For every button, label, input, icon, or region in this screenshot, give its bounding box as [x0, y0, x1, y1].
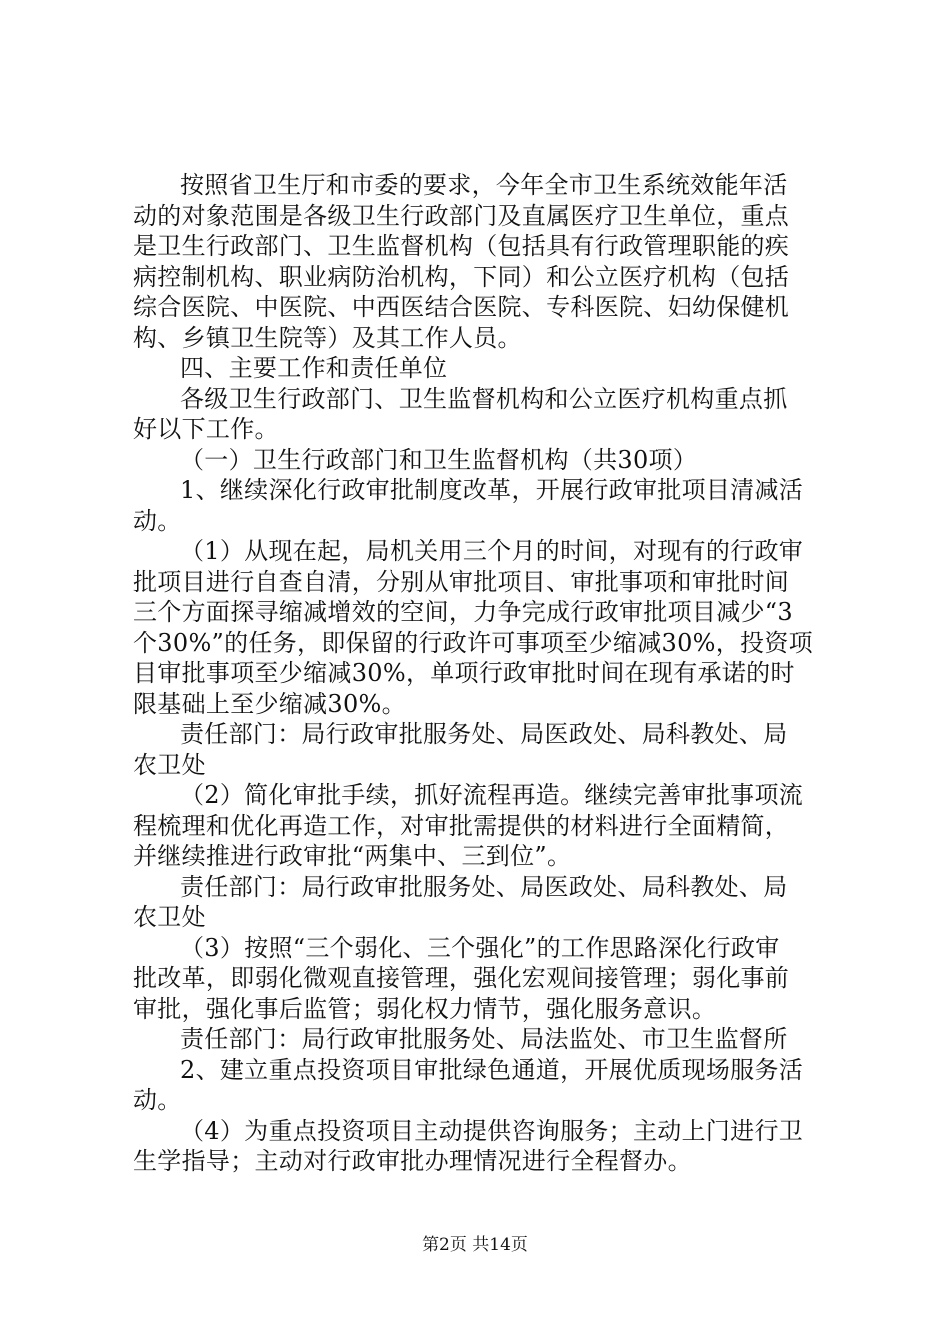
- text-line: 个30%”的任务，即保留的行政许可事项至少缩减30%，投资项: [133, 628, 813, 657]
- text-line: 各级卫生行政部门、卫生监督机构和公立医疗机构重点抓: [180, 384, 788, 413]
- text-line: 农卫处: [133, 903, 206, 931]
- responsible-dept-line: 责任部门：局行政审批服务处、局法监处、市卫生监督所: [180, 1025, 788, 1053]
- text-line: 1、继续深化行政审批制度改革，开展行政审批项目清减活: [180, 476, 804, 504]
- text-line: 程梳理和优化再造工作，对审批需提供的材料进行全面精简，: [133, 811, 790, 840]
- text-line: 是卫生行政部门、卫生监督机构（包括具有行政管理职能的疾: [133, 232, 790, 260]
- text-line: 动的对象范围是各级卫生行政部门及直属医疗卫生单位，重点: [133, 201, 790, 230]
- text-line: 目审批事项至少缩减30%，单项行政审批时间在现有承诺的时: [133, 659, 795, 687]
- text-line: 批项目进行自查自清，分别从审批项目、审批事项和审批时间: [133, 567, 790, 596]
- section-heading: 四、主要工作和责任单位: [180, 354, 448, 382]
- text-line: 2、建立重点投资项目审批绿色通道，开展优质现场服务活: [180, 1055, 804, 1084]
- subsection-heading: （一）卫生行政部门和卫生监督机构（共30项）: [180, 445, 698, 474]
- text-line: 批改革，即弱化微观直接管理，强化宏观间接管理；弱化事前: [133, 964, 790, 992]
- text-line: （4）为重点投资项目主动提供咨询服务；主动上门进行卫: [180, 1116, 804, 1145]
- page-footer: 第2页 共14页: [422, 1235, 528, 1255]
- text-line: （3）按照“三个弱化、三个强化”的工作思路深化行政审: [180, 933, 780, 962]
- responsible-dept-line: 责任部门：局行政审批服务处、局医政处、局科教处、局: [180, 720, 788, 748]
- text-line: 并继续推进行政审批“两集中、三到位”。: [133, 842, 572, 870]
- text-line: 按照省卫生厅和市委的要求，今年全市卫生系统效能年活: [180, 171, 788, 199]
- text-line: 审批，强化事后监管；弱化权力情节，强化服务意识。: [133, 994, 717, 1023]
- text-line: 动。: [133, 506, 182, 535]
- text-line: （2）简化审批手续，抓好流程再造。继续完善审批事项流: [180, 781, 804, 809]
- text-line: （1）从现在起，局机关用三个月的时间，对现有的行政审: [180, 537, 804, 565]
- text-line: 病控制机构、职业病防治机构，下同）和公立医疗机构（包括: [133, 262, 790, 291]
- text-line: 三个方面探寻缩减增效的空间，力争完成行政审批项目减少“3: [133, 598, 793, 626]
- text-line: 好以下工作。: [133, 415, 279, 443]
- text-line: 限基础上至少缩减30%。: [133, 689, 406, 718]
- text-line: 动。: [133, 1086, 182, 1114]
- text-line: 构、乡镇卫生院等）及其工作人员。: [133, 323, 522, 352]
- text-line: 生学指导；主动对行政审批办理情况进行全程督办。: [133, 1147, 692, 1175]
- text-line: 农卫处: [133, 750, 206, 779]
- text-line: 综合医院、中医院、中西医结合医院、专科医院、妇幼保健机: [133, 293, 790, 321]
- responsible-dept-line: 责任部门：局行政审批服务处、局医政处、局科教处、局: [180, 872, 788, 901]
